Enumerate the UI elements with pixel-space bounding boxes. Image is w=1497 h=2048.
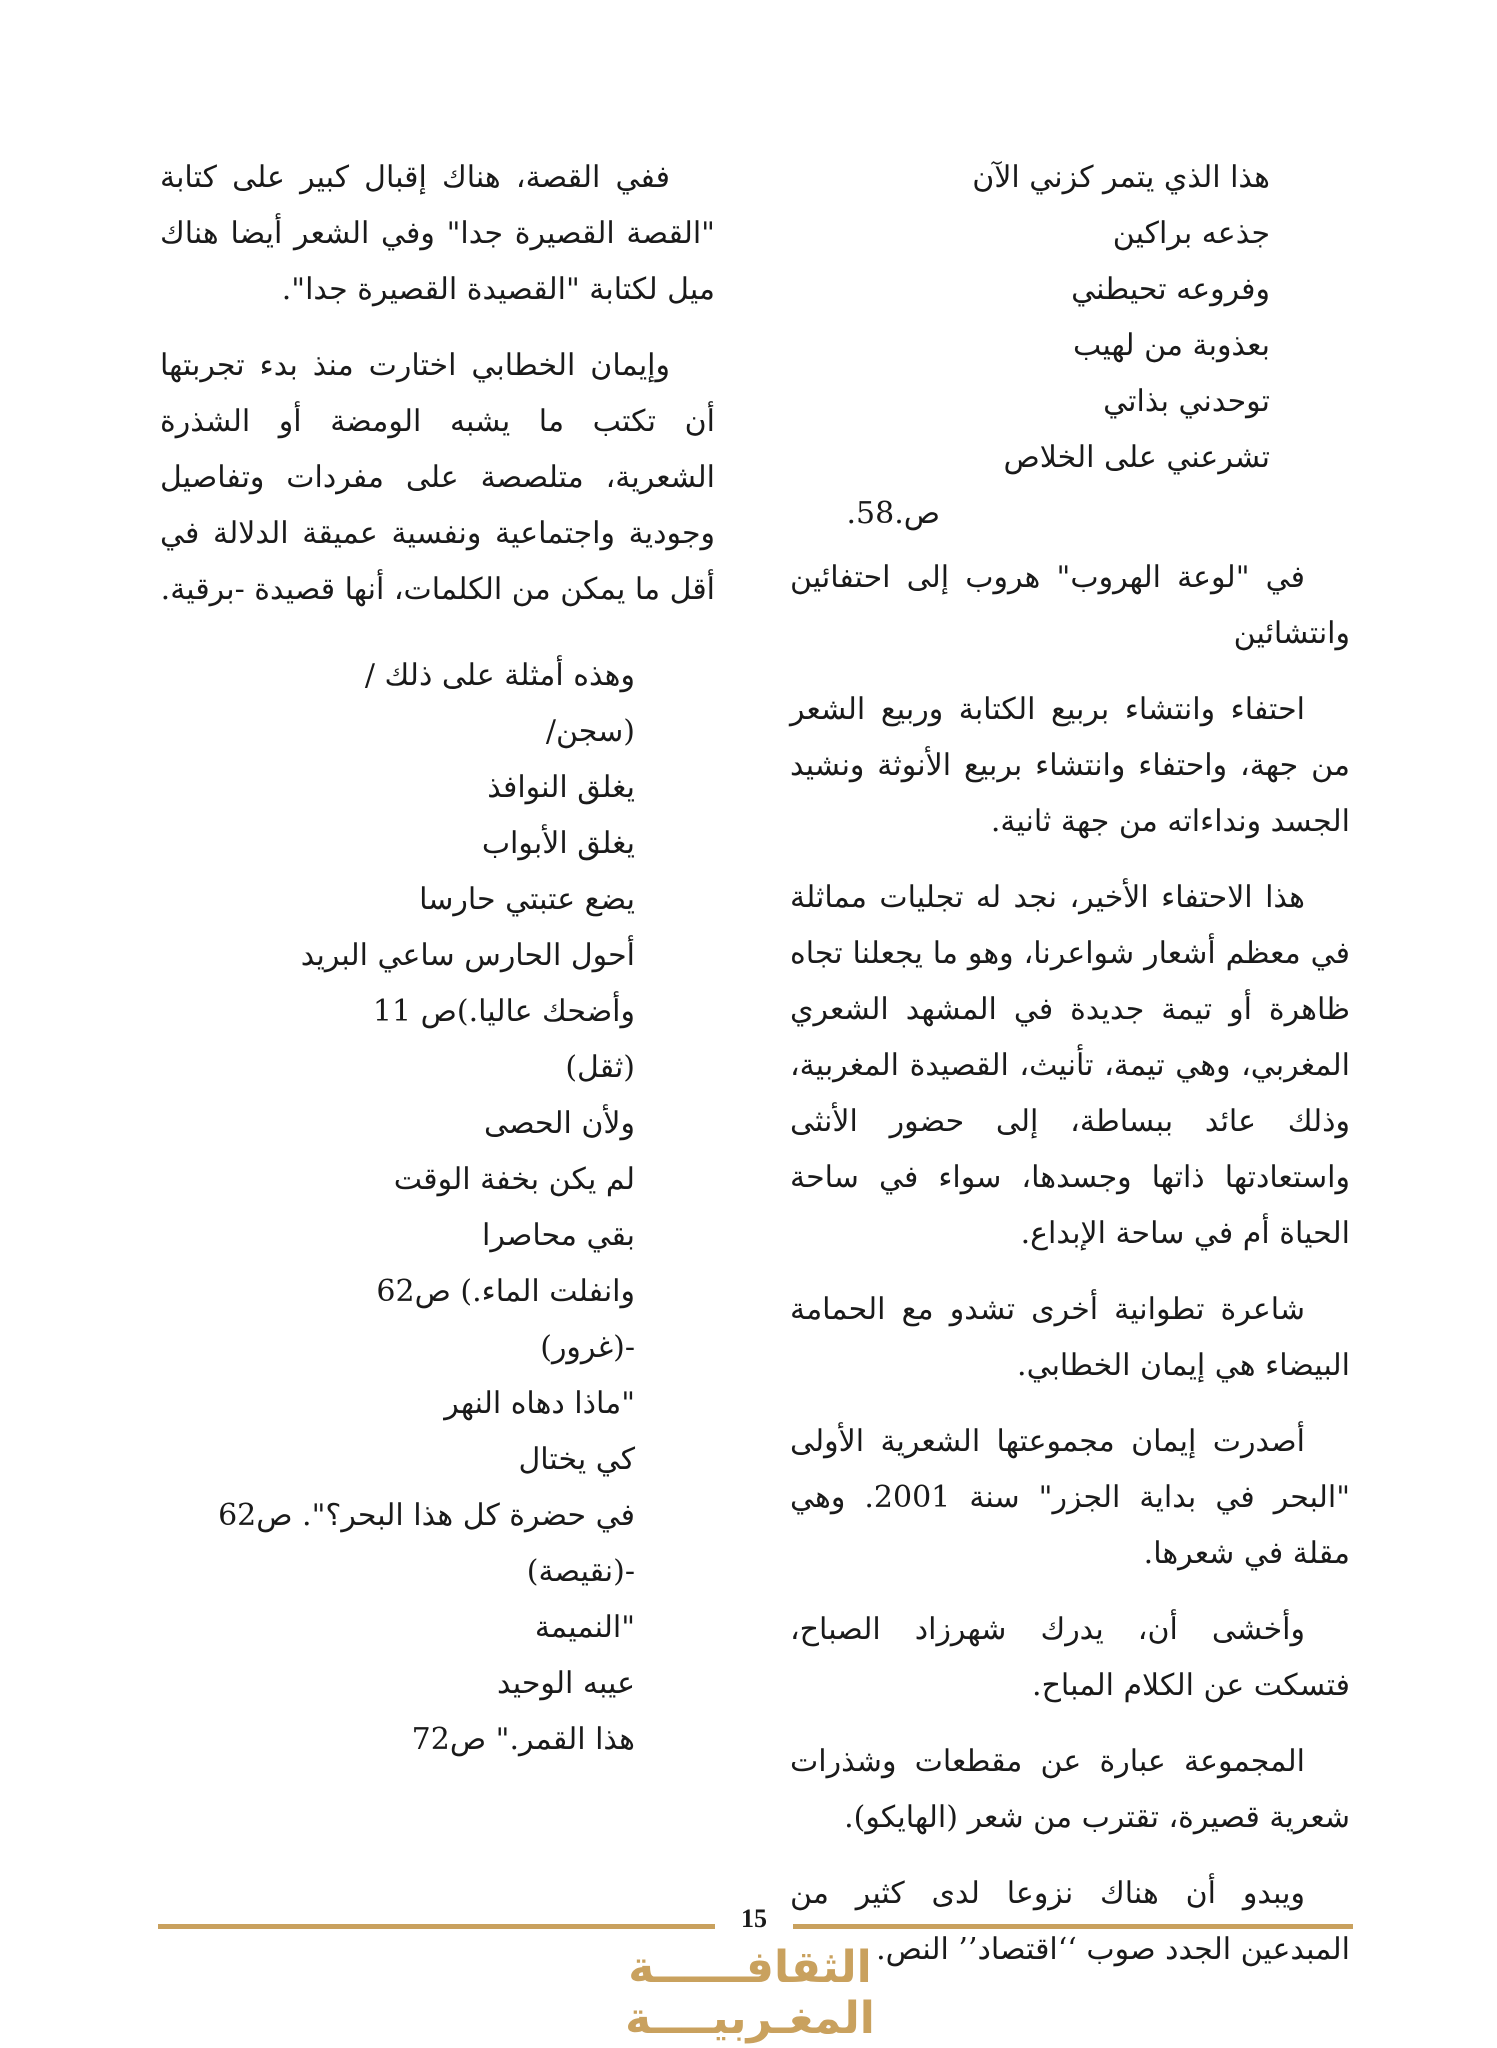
page-number: 15: [741, 1904, 767, 1933]
example-line: يغلق النوافذ: [487, 770, 635, 805]
footer-divider-left: [158, 1924, 715, 1929]
example-line: في حضرة كل هذا البحر؟". ص62: [218, 1498, 635, 1533]
footer-divider-right: [793, 1924, 1353, 1929]
example-line: "ماذا دهاه النهر: [444, 1386, 635, 1421]
right-column: [790, 150, 1350, 1998]
paragraph: ففي القصة، هناك إقبال كبير على كتابة "القصة القصيرة جدا" وفي الشعر أيضا هناك ميل لكتابة "القصيدة القصيرة جدا".: [160, 160, 715, 307]
poem-examples: [160, 648, 715, 1768]
example-line: كي يختال: [518, 1442, 635, 1477]
example-line: لم يكن بخفة الوقت: [393, 1162, 635, 1197]
example-line: (سجن/: [545, 714, 635, 749]
poem-line: وفروعه تحيطني: [1071, 272, 1270, 307]
paragraph: المجموعة عبارة عن مقطعات وشذرات شعرية قصيرة، تقترب من شعر (الهايكو).: [790, 1744, 1350, 1835]
page-reference: ص.58.: [846, 496, 940, 531]
poem-line: تشرعني على الخلاص: [1003, 440, 1270, 475]
example-line: وهذه أمثلة على ذلك /: [364, 658, 635, 693]
example-line: (ثقل): [565, 1050, 635, 1085]
poem-excerpt: [790, 150, 1350, 486]
example-line: وانفلت الماء.) ص62: [376, 1274, 635, 1309]
paragraph: وإيمان الخطابي اختارت منذ بدء تجربتها أن تكتب ما يشبه الومضة أو الشذرة الشعرية، متلصصة على مفردات وتفاصيل وجودية واجتماعية ونفسية عميقة الدلالة في أقل ما يمكن من الكلمات، أنها قصيدة -برقية.: [160, 348, 715, 607]
example-line: وأضحك عاليا.)ص 11: [372, 994, 635, 1029]
example-line: هذا القمر." ص72: [411, 1722, 635, 1757]
example-line: -(غرور): [540, 1330, 635, 1365]
example-line: عيبه الوحيد: [497, 1666, 635, 1701]
paragraph: أصدرت إيمان مجموعتها الشعرية الأولى "البحر في بداية الجزر" سنة 2001. وهي مقلة في شعرها.: [790, 1424, 1351, 1571]
example-line: -(نقيصة): [526, 1554, 635, 1589]
paragraph: ويبدو أن هناك نزوعا لدى كثير من المبدعين الجدد صوب ‘‘اقتصاد’’ النص.: [790, 1876, 1350, 1967]
example-line: يغلق الأبواب: [481, 826, 635, 861]
example-line: "النميمة: [534, 1610, 635, 1645]
poem-line: بعذوبة من لهيب: [1073, 328, 1270, 363]
example-line: بقي محاصرا: [481, 1218, 635, 1253]
paragraph: في "لوعة الهروب" هروب إلى احتفائين وانتشائين: [790, 560, 1350, 651]
example-line: أحول الحارس ساعي البريد: [300, 938, 635, 973]
left-column: [160, 150, 715, 1768]
poem-line: جذعه براكين: [1112, 216, 1270, 251]
example-line: ولأن الحصى: [483, 1106, 635, 1141]
poem-line: توحدني بذاتي: [1103, 384, 1270, 419]
paragraph: هذا الاحتفاء الأخير، نجد له تجليات مماثلة في معظم أشعار شواعرنا، وهو ما يجعلنا تجاه ظاهرة أو تيمة جديدة في المشهد الشعري المغربي، وهي تيمة، تأنيث، القصيدة المغربية، وذلك عائد ببساطة، إلى حضور الأنثى واستعادتها ذاتها وجسدها، سواء في ساحة الحياة أم في ساحة الإبداع.: [790, 880, 1350, 1251]
paragraph: احتفاء وانتشاء بربيع الكتابة وربيع الشعر من جهة، واحتفاء وانتشاء بربيع الأنوثة ونشيد الجسد ونداءاته من جهة ثانية.: [790, 692, 1350, 839]
example-line: يضع عتبتي حارسا: [419, 882, 635, 917]
paragraph: شاعرة تطوانية أخرى تشدو مع الحمامة البيضاء هي إيمان الخطابي.: [790, 1292, 1350, 1383]
poem-line: هذا الذي يتمر كزني الآن: [972, 160, 1270, 195]
paragraph: وأخشى أن، يدرك شهرزاد الصباح، فتسكت عن الكلام المباح.: [790, 1612, 1350, 1703]
magazine-title: الثقافــــــة المغـربيــــة: [625, 1942, 875, 2044]
